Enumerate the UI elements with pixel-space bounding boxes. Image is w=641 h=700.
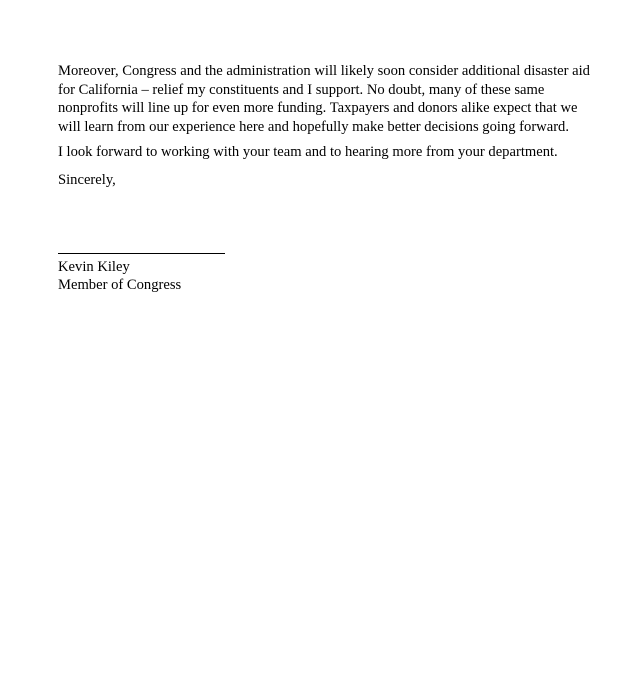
- signature-line: [58, 253, 225, 254]
- letter-paragraph-look-forward: I look forward to working with your team and to hearing more from your department.: [58, 144, 558, 160]
- signatory-title: Member of Congress: [58, 277, 182, 293]
- letter-paragraph-disaster-aid: Moreover, Congress and the administration will likely soon consider additional disaster aid for California – relief my constituents and I support. No doubt, many of these same nonprofits will line up for even more funding. Taxpayers and donors alike expect that we will learn from our experience here and hopefully make better decisions going forward.: [58, 63, 590, 136]
- letter-closing: Sincerely,: [58, 172, 116, 188]
- signatory-name: Kevin Kiley: [58, 259, 130, 275]
